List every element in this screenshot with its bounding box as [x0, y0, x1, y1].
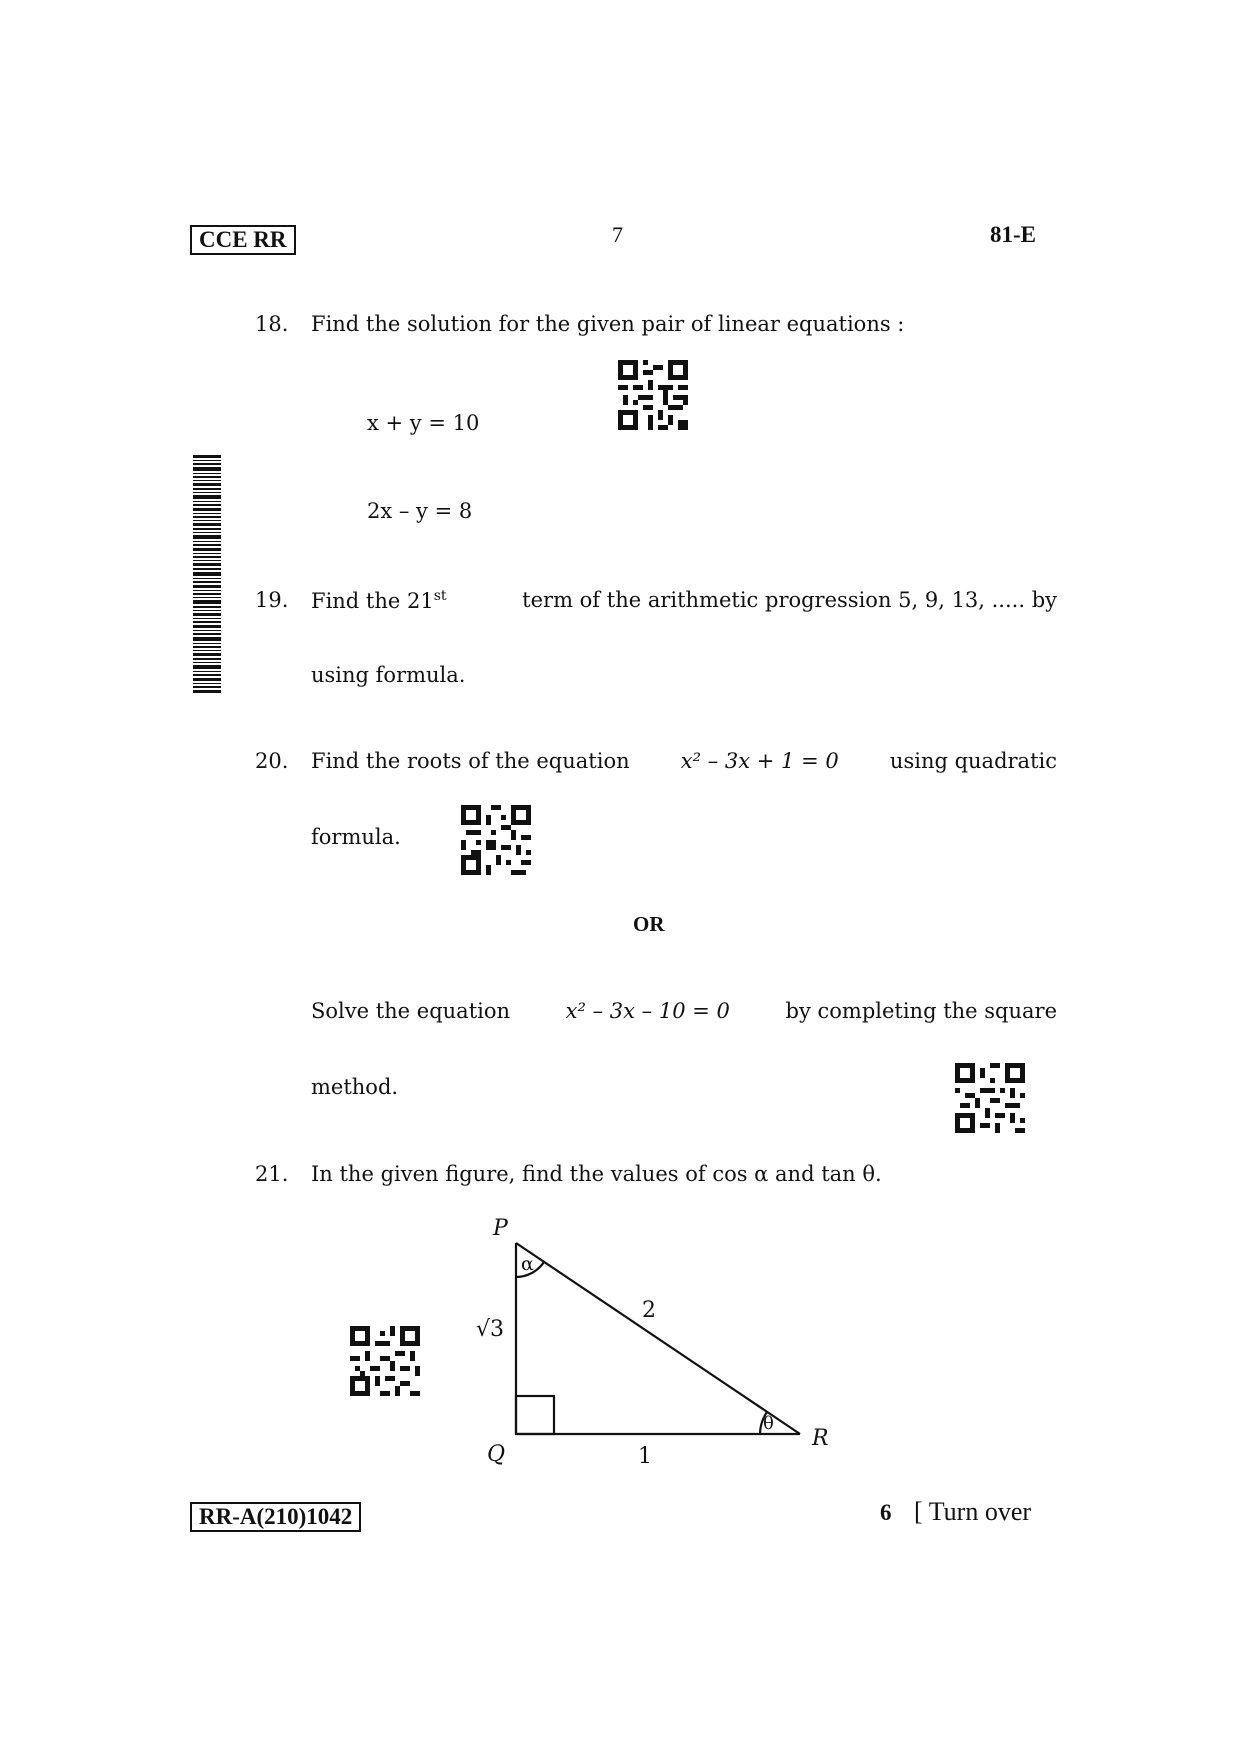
q20-number: 20. — [255, 749, 289, 773]
q18-text: Find the solution for the given pair of linear equations : — [311, 312, 905, 336]
q20-equation: x² – 3x + 1 = 0 — [680, 749, 839, 773]
side-pq-label: √3 — [476, 1317, 505, 1342]
barcode-icon — [193, 455, 221, 695]
vertex-q-label: Q — [487, 1442, 506, 1467]
q19-line-1-a: Find the 21st — [311, 588, 447, 613]
or-divider: OR — [633, 912, 665, 936]
angle-theta-label: θ — [763, 1413, 774, 1434]
header-left-label: CCE RR — [190, 225, 296, 255]
triangle-figure — [470, 1205, 850, 1479]
header-code: 81-E — [990, 222, 1036, 247]
side-qr-label: 1 — [638, 1444, 652, 1469]
q20-line-1 — [311, 749, 1057, 773]
q20-alt-line-1 — [311, 999, 1057, 1023]
side-pr-line — [516, 1243, 800, 1434]
q19-line-2: using formula. — [311, 663, 466, 687]
page-number: 7 — [612, 222, 623, 247]
q19-line-1-b: term of the arithmetic progression 5, 9, 13, ..... by — [522, 588, 1057, 612]
qr-code-icon — [350, 1326, 420, 1396]
q21-number: 21. — [255, 1162, 289, 1186]
footer-code: RR-A(210)1042 — [190, 1502, 361, 1532]
vertex-p-label: P — [493, 1216, 508, 1241]
q20-line-1-a: Find the roots of the equation — [311, 749, 630, 773]
qr-code-icon — [618, 360, 688, 430]
q20-alt-line-1-b: by completing the square — [785, 999, 1057, 1023]
qr-code-icon — [461, 805, 531, 875]
vertex-r-label: R — [812, 1426, 829, 1451]
q21-text: In the given figure, find the values of cos α and tan θ. — [311, 1162, 882, 1186]
angle-alpha-label: α — [521, 1253, 534, 1275]
side-pr-label: 2 — [642, 1298, 656, 1323]
footer-number: 6 — [880, 1500, 892, 1525]
q20-alt-line-2: method. — [311, 1075, 399, 1099]
q19-number: 19. — [255, 588, 289, 612]
q20-alt-equation: x² – 3x – 10 = 0 — [565, 999, 730, 1023]
right-angle-marker — [516, 1396, 554, 1434]
q20-line-1-b: using quadratic — [889, 749, 1057, 773]
q19-line-1 — [311, 588, 1057, 613]
triangle-diagram — [470, 1205, 850, 1475]
q20-line-2: formula. — [311, 825, 401, 849]
q18-equation-1: x + y = 10 — [367, 411, 480, 435]
q19-superscript: st — [433, 588, 447, 604]
q18-number: 18. — [255, 312, 289, 336]
qr-code-icon — [955, 1063, 1025, 1133]
turn-over-label: [ Turn over — [914, 1497, 1032, 1526]
q18-equation-2: 2x – y = 8 — [367, 499, 473, 523]
q20-alt-line-1-a: Solve the equation — [311, 999, 511, 1023]
